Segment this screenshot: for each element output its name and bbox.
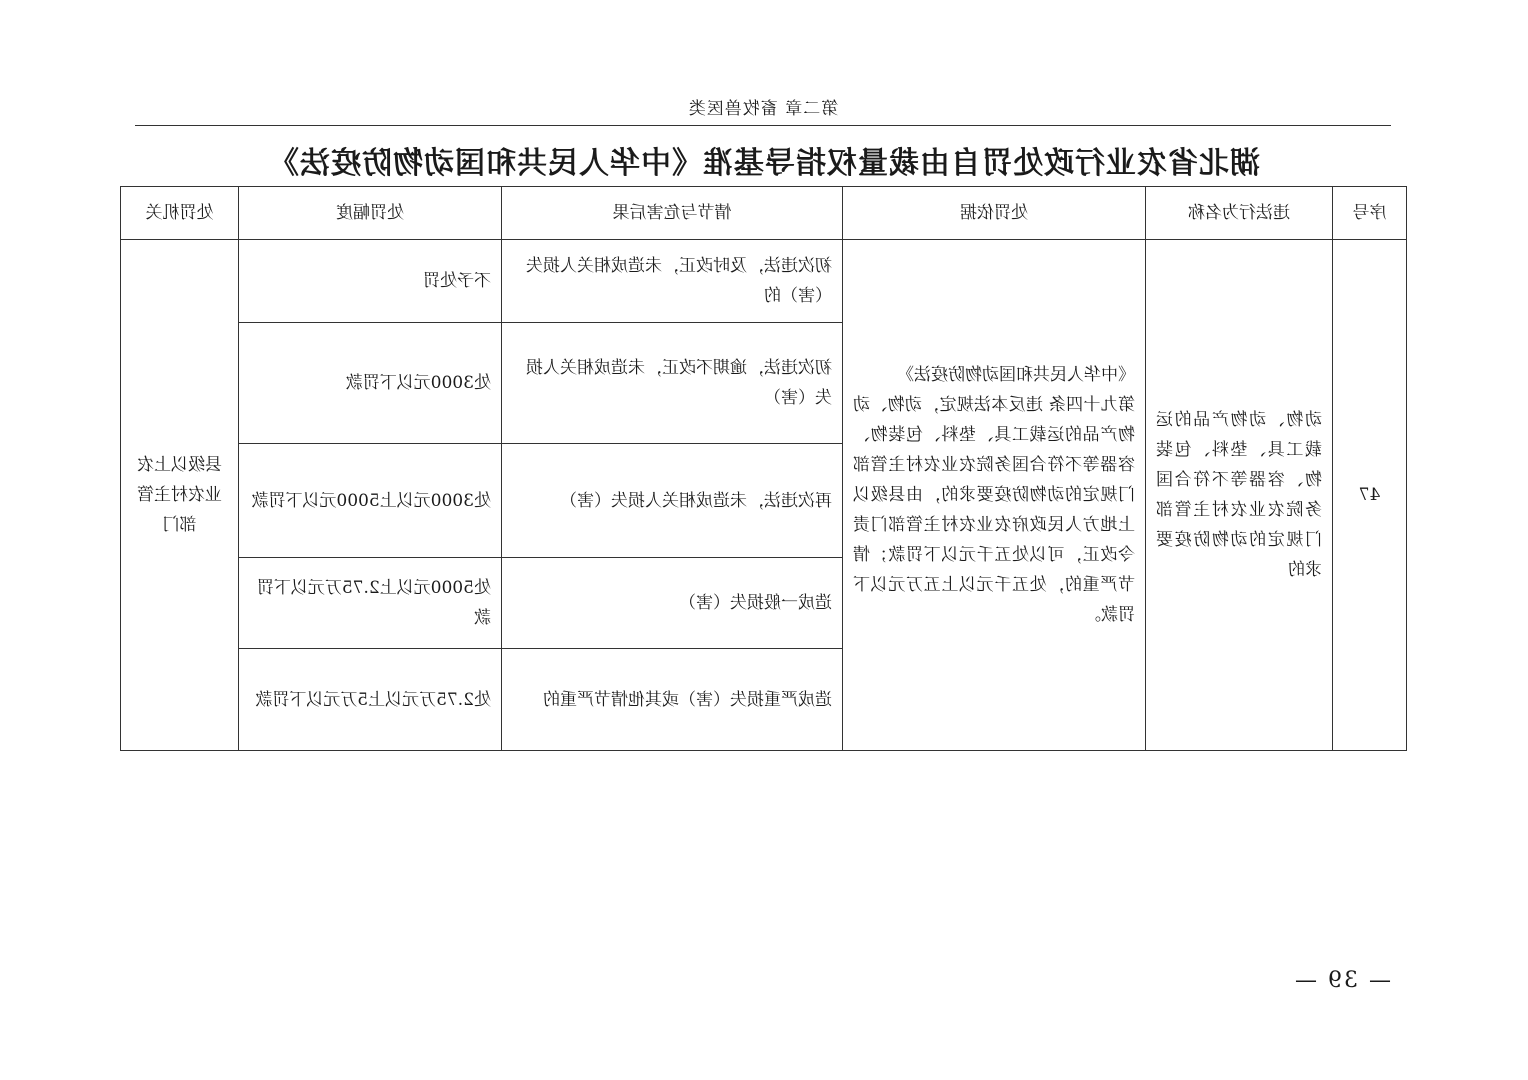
- range-cell: 处2.75万元以上5万元以下罚款: [239, 649, 502, 751]
- header-range: 处罚幅度: [239, 187, 502, 240]
- circumstance-cell: 造成一般损失（害）: [502, 558, 843, 649]
- document-title: 湖北省农业行政处罚自由裁量权指导基准《中华人民共和国动物防疫法》: [268, 146, 1260, 181]
- range-cell: 处3000元以下罚款: [239, 323, 502, 444]
- header-rule: [135, 125, 1391, 126]
- range-cell: 处5000元以上2.75万元以下罚款: [239, 558, 502, 649]
- basis-article-text: 第九十四条 违反本法规定，动物、动物产品的运载工具、垫料、包装物、容器等不符合国务院农业农村主管部门规定的动物防疫要求的，由县级以上地方人民政府农业农村主管部门责令改正，可以处五千元以下罚款；情节严重的，处五千元以上五万元以下罚款。: [853, 395, 1135, 625]
- circumstance-cell: 造成严重损失（害）或其他情节严重的: [502, 649, 843, 751]
- range-cell: 不予处罚: [239, 240, 502, 323]
- penalty-table: [120, 186, 1407, 751]
- header-seq: 序号: [1333, 187, 1407, 240]
- circumstance-cell: 初次违法，及时改正，未造成相关人损失（害）的: [502, 240, 843, 323]
- chapter-header: 第二章 畜牧兽医类: [687, 99, 839, 119]
- range-cell: 处3000元以上5000元以下罚款: [239, 444, 502, 558]
- header-violation: 违法行为名称: [1146, 187, 1333, 240]
- page-number: — 39 —: [1293, 968, 1391, 993]
- header-circumstance: 情节与危害后果: [502, 187, 843, 240]
- circumstance-cell: 初次违法，逾期不改正，未造成相关人损失（害）: [502, 323, 843, 444]
- basis-law-title: 《中华人民共和国动物防疫法》: [897, 365, 1135, 385]
- header-authority: 处罚机关: [121, 187, 239, 240]
- circumstance-cell: 再次违法，未造成相关人损失（害）: [502, 444, 843, 558]
- basis-cell: [843, 240, 1146, 751]
- table-header-row: [121, 187, 1407, 240]
- violation-cell: 动物、动物产品的运载工具、垫料、包装物、容器等不符合国务院农业农村主管部门规定的动物防疫要求的: [1146, 240, 1333, 751]
- authority-cell: 县级以上农业农村主管部门: [121, 240, 239, 751]
- seq-cell: 47: [1333, 240, 1407, 751]
- table-row: [121, 240, 1407, 323]
- header-basis: 处罚依据: [843, 187, 1146, 240]
